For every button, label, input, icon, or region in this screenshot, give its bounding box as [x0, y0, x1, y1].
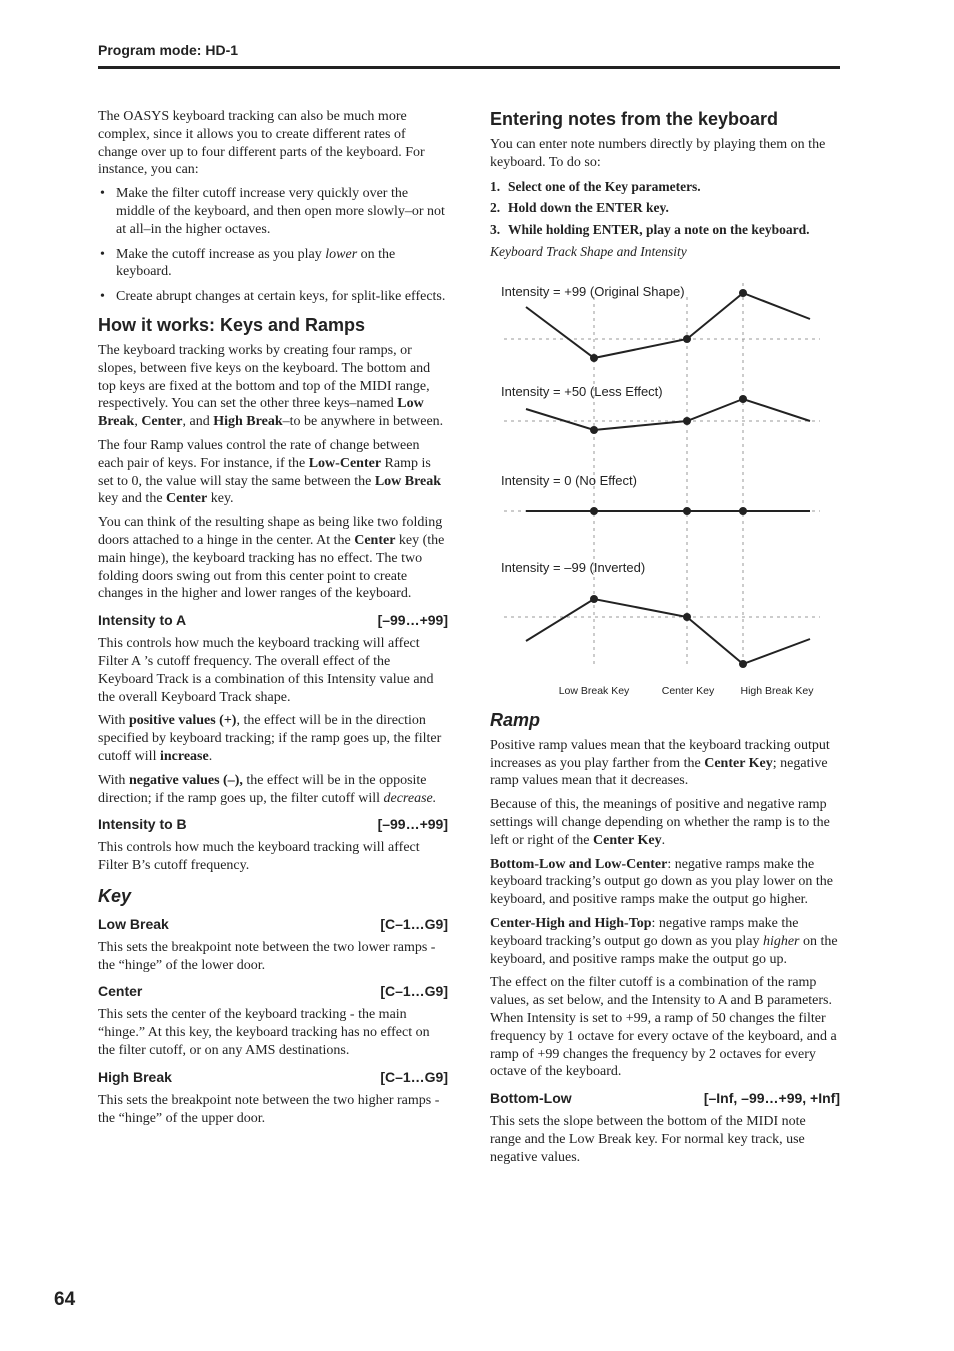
ramp-paragraph-3: Bottom-Low and Low-Center: negative ramps make the keyboard tracking’s output go down as you play lower on the keyboard, and positive ramps make the output go higher. [490, 856, 833, 908]
node-point [739, 289, 747, 297]
bullet-item: • Create abrupt changes at certain keys, for split-like effects. [100, 289, 446, 305]
label-intensity-99: Intensity = +99 (Original Shape) [501, 283, 685, 299]
param-bottom-low: Bottom-Low [–Inf, –99…+99, +Inf] [490, 1090, 840, 1107]
curve-plus-99 [526, 293, 810, 358]
keyboard-track-diagram [490, 267, 840, 699]
figure-caption: Keyboard Track Shape and Intensity [490, 243, 687, 259]
param-low-break: Low Break [C–1…G9] [98, 915, 448, 932]
ramp-paragraph-2: Because of this, the meanings of positive and negative ramp settings will change depending on whether the ramp is to the left or right of the Center Key. [490, 797, 830, 848]
node-point [739, 507, 747, 515]
intro-paragraph: The OASYS keyboard tracking can also be much more complex, since it allows you to create different rates of change over up to four different parts of the keyboard. For instance, you can: [98, 109, 425, 178]
left-column [98, 108, 448, 1133]
high-break-paragraph: This sets the breakpoint note between the two higher ramps - the “hinge” of the upper door. [98, 1092, 440, 1126]
param-high-break: High Break [C–1…G9] [98, 1068, 448, 1085]
node-point [683, 507, 691, 515]
heading-key: Key [98, 885, 132, 906]
positive-values-paragraph: With positive values (+), the effect will be in the direction specified by keyboard tracking; if the ramp goes up, the filter cutoff will increase. [98, 713, 442, 764]
header-rule [98, 66, 840, 69]
hinge-paragraph: You can think of the resulting shape as being like two folding doors attached to a hinge in the center. At the Center key (the main hinge), the keyboard tracking has no effect. The two folding doors swing out from this center point to create changes in the higher and lower ranges of the keyboard. [98, 515, 445, 602]
param-intensity-to-a: Intensity to A [–99…+99] [98, 612, 448, 629]
node-point [590, 595, 598, 603]
center-paragraph: This sets the center of the keyboard tracking - the main “hinge.” At this key, the keyboard tracking has no effect on the filter cutoff, or on any AMS destinations. [98, 1007, 430, 1059]
label-high-break-key: High Break Key [740, 684, 814, 697]
node-point [739, 395, 747, 403]
step-item: 3. While holding ENTER, play a note on the keyboard. [490, 222, 810, 238]
node-point [590, 354, 598, 362]
bullet-icon: • [100, 246, 105, 262]
ramp-paragraph-1: Positive ramp values mean that the keyboard tracking output increases as you play farther from the Center Key; negative ramp values mean that it decreases. [490, 737, 830, 789]
bottom-low-paragraph: This sets the slope between the bottom of the MIDI note range and the Low Break key. For normal key track, use negative values. [490, 1114, 806, 1165]
heading-ramp: Ramp [490, 709, 541, 730]
node-point [683, 613, 691, 621]
curve-plus-50 [526, 399, 810, 430]
param-intensity-to-b: Intensity to B [–99…+99] [98, 816, 448, 833]
negative-values-paragraph: With negative values (–), the effect will be in the opposite direction; if the ramp goes up, the filter cutoff will decrease. [98, 772, 437, 806]
entering-paragraph: You can enter note numbers directly by playing them on the keyboard. To do so: [490, 137, 826, 170]
heading-entering-notes: Entering notes from the keyboard [490, 109, 779, 129]
label-intensity-neg99: Intensity = –99 (Inverted) [501, 559, 646, 575]
step-item: 2. Hold down the ENTER key. [490, 200, 669, 216]
param-center: Center [C–1…G9] [98, 983, 448, 1000]
intensity-b-paragraph: This controls how much the keyboard tracking will affect Filter B’s cutoff frequency. [98, 840, 420, 874]
bullet-icon: • [100, 289, 105, 305]
label-intensity-50: Intensity = +50 (Less Effect) [501, 383, 663, 399]
ramp-paragraph-4: Center-High and High-Top: negative ramps make the keyboard tracking’s output go down as you play higher on the keyboard, and positive ramps make the output go up. [490, 915, 838, 967]
curve-minus-99 [526, 599, 810, 664]
right-column [490, 108, 840, 1173]
bullet-icon: • [100, 186, 105, 202]
label-center-key: Center Key [661, 684, 715, 697]
node-point [590, 507, 598, 515]
node-point [590, 426, 598, 434]
bullet-item: • Make the filter cutoff increase very quickly over the middle of the keyboard, and then open more slowly–or not at all–in the higher octaves. [100, 186, 445, 237]
label-low-break-key: Low Break Key [558, 684, 630, 697]
keys-ramps-paragraph: The keyboard tracking works by creating four ramps, or slopes, between five keys on the keyboard. The bottom and top keys are fixed at the bottom and top of the MIDI range, respectively. You can set the other three keys–named Low Break, Center, and High Break–to be anywhere in between. [98, 342, 444, 430]
node-point [683, 417, 691, 425]
low-break-paragraph: This sets the breakpoint note between the two lower ramps - the “hinge” of the lower door. [98, 939, 436, 973]
node-point [739, 660, 747, 668]
bullet-item: • Make the cutoff increase as you play lower on the keyboard. [100, 246, 396, 280]
intensity-a-paragraph: This controls how much the keyboard tracking will affect Filter A ’s cutoff frequency. The overall effect of the Keyboard Track is a combination of this Intensity value and the overall Keyboard Track shape. [98, 636, 434, 705]
node-point [683, 335, 691, 343]
running-header: Program mode: HD-1 [98, 42, 239, 58]
ramps-paragraph: The four Ramp values control the rate of change between each pair of keys. For instance, if the Low-Center Ramp is set to 0, the value will stay the same between the Low Break key and the Center key. [98, 437, 442, 507]
heading-keys-and-ramps: How it works: Keys and Ramps [98, 314, 366, 335]
label-intensity-0: Intensity = 0 (No Effect) [501, 472, 637, 488]
ramp-paragraph-5: The effect on the filter cutoff is a combination of the ramp values, as set below, and the Intensity to A and B parameters. When Intensity is set to +99, a ramp of 50 changes the filter frequency by 1 octave for every octave of the keyboard, and a ramp of +99 changes the frequency by 2 octaves for every octave of the keyboard. [490, 975, 837, 1080]
page-number: 64 [54, 1289, 76, 1310]
step-item: 1. Select one of the Key parameters. [490, 178, 701, 194]
